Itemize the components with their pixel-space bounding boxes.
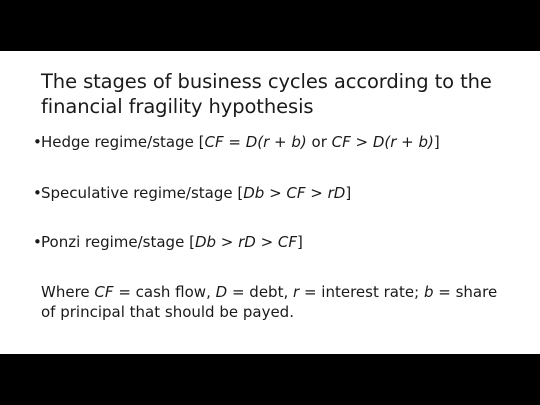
def-d: = debt, [231, 283, 289, 301]
bullet-label: Speculative regime/stage [41, 184, 233, 202]
bullet-dot: • [33, 233, 42, 251]
bullet-ponzi [33, 232, 303, 252]
def-r: = interest rate; [303, 283, 420, 301]
def-cf: = cash flow, [118, 283, 211, 301]
symbol-d: D [215, 283, 228, 301]
bullet-hedge [33, 132, 440, 152]
bullet-formula: [Db > rD > CF] [189, 233, 303, 251]
def-b: = share of principal that should be payed. [41, 283, 498, 321]
note-prefix: Where [41, 283, 90, 301]
bullet-dot: • [33, 133, 42, 151]
slide-title: The stages of business cycles according to the financial fragility hypothesis [41, 70, 492, 118]
bullet-label: Ponzi regime/stage [41, 233, 185, 251]
slide [0, 51, 540, 354]
bullet-formula: [Db > CF > rD] [237, 184, 352, 202]
bullet-speculative [33, 183, 351, 203]
symbol-cf: CF [94, 283, 114, 301]
symbol-r: r [293, 283, 300, 301]
definitions-note [41, 282, 511, 322]
bullet-dot: • [33, 184, 42, 202]
symbol-b: b [423, 283, 434, 301]
bullet-label: Hedge regime/stage [41, 133, 194, 151]
bullet-formula: [CF = D(r + b) or CF > D(r + b)] [198, 133, 440, 151]
